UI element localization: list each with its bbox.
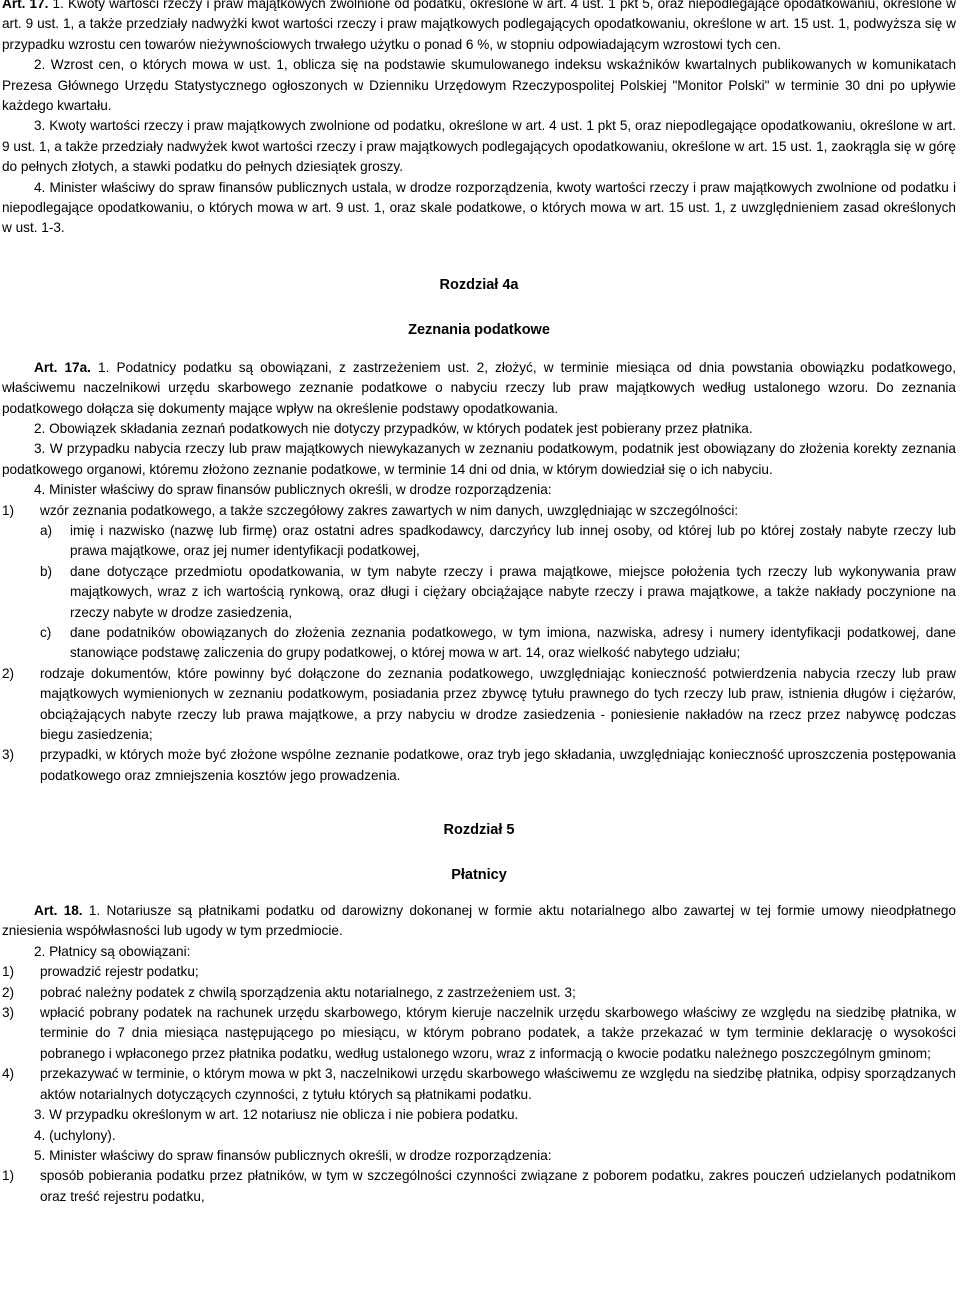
art18-item-3 [2, 1003, 956, 1064]
art18-paragraph-2: 2. Płatnicy są obowiązani: [34, 943, 191, 959]
art17-paragraph-2: 2. Wzrost cen, o których mowa w ust. 1, oblicza się na podstawie skumulowanego indeksu wskaźników kwartalnych publikowanych w komunikatach Prezesa Głównego Urzędu Statystycznego ogłoszonych w Dzienniku Urzędowym Rzeczypospolitej Polskiej "Monitor Polski" w terminie 30 dni po upływie każdego kwartału. [2, 57, 956, 114]
art18-paragraph-3: 3. W przypadku określonym w art. 12 notariusz nie oblicza i nie pobiera podatku. [34, 1107, 519, 1123]
art17-paragraph-3: 3. Kwoty wartości rzeczy i praw majątkowych zwolnione od podatku, określone w art. 4 ust. 1 pkt 5, oraz niepodlegające opodatkowaniu, określone w art. 9 ust. 1, a także przedziały nadwyżek kwot wartości rzeczy i praw majątkowych podlegających opodatkowaniu, określone w art. 15 ust. 1, zaokrągla się w górę do pełnych złotych, a stawki podatku do pełnych dziesiątek groszy. [2, 118, 956, 175]
art17a-item-1 [2, 501, 956, 521]
art17a-paragraph-4: 4. Minister właściwy do spraw finansów publicznych określi, w drodze rozporządzenia: [34, 482, 552, 498]
chapter-4a-title: Rozdział 4a [439, 276, 519, 293]
item-text: przekazywać w terminie, o którym mowa w pkt 3, naczelnikowi urzędu skarbowego właściwemu ze względu na siedzibę płatnika, odpisy sporządzanych aktów notarialnych dotyczących czynności, z tytułu których są płatnikami podatku. [40, 1066, 956, 1102]
item-number: 3) [2, 747, 15, 763]
chapter-5-title: Rozdział 5 [443, 822, 515, 839]
art17-paragraph-1 [2, 0, 956, 55]
art17-paragraph-4: 4. Minister właściwy do spraw finansów publicznych ustala, w drodze rozporządzenia, kwoty wartości rzeczy i praw majątkowych zwolnione od podatku i niepodlegające opodatkowaniu, o których mowa w art. 9 ust. 1, oraz skale podatkowe, o których mowa w art. 15 ust. 1, z uwzględnieniem zasad określonych w ust. 1-3. [2, 179, 956, 236]
art17-p1-text: 1. Kwoty wartości rzeczy i praw majątkowych zwolnione od podatku, określone w art. 4 ust. 1 pkt 5, oraz niepodlegające opodatkowaniu, określone w art. 9 ust. 1, a także przedziały nadwyżki kwot wartości rzeczy i praw majątkowych podlegających opodatkowaniu, określone w art. 15 ust. 1, podwyższa się w przypadku wzrostu cen towarów nieżywnościowych trwałego użytku o ponad 6 %, w stopniu odpowiadającym wzrostowi tych cen. [2, 0, 956, 52]
subitem-letter: a) [40, 522, 53, 538]
art18-paragraph-5: 5. Minister właściwy do spraw finansów publicznych określi, w drodze rozporządzenia: [34, 1147, 552, 1163]
art17a-paragraph-2: 2. Obowiązek składania zeznań podatkowych nie dotyczy przypadków, w których podatek jest pobierany przez płatnika. [34, 420, 753, 436]
art18-item-4 [2, 1064, 956, 1105]
chapter-4a-subtitle: Zeznania podatkowe [408, 322, 550, 339]
item-number: 2) [2, 984, 15, 1000]
item-number: 1) [2, 964, 15, 980]
art18-p5-item-1 [2, 1166, 956, 1207]
art17a-paragraph-3: 3. W przypadku nabycia rzeczy lub praw majątkowych niewykazanych w zeznaniu podatkowym, podatnik jest obowiązany do złożenia korekty zeznania podatkowego organowi, któremu złożono zeznanie podatkowe, w terminie 14 dni od dnia, w którym dowiedział się o ich nabyciu. [2, 441, 956, 477]
art18-item-2 [2, 983, 956, 1003]
art17a-item-3 [2, 745, 956, 786]
art17a-p1-text: 1. Podatnicy podatku są obowiązani, z zastrzeżeniem ust. 2, złożyć, w terminie miesiąca od dnia powstania obowiązku podatkowego, właściwemu naczelnikowi urzędu skarbowego zeznanie podatkowe o nabyciu rzeczy lub praw majątkowych według ustalonego wzoru. Do zeznania podatkowego dołącza się dokumenty mające wpływ na określenie podstawy opodatkowania. [2, 359, 957, 416]
item-number: 1) [2, 502, 15, 518]
item-number: 4) [2, 1066, 15, 1082]
chapter-5-subtitle: Płatnicy [451, 866, 507, 883]
art17a-item-2 [2, 664, 956, 746]
item-text: pobrać należny podatek z chwilą sporządzenia aktu notarialnego, z zastrzeżeniem ust. 3; [40, 984, 576, 1000]
item-text: wzór zeznania podatkowego, a także szczegółowy zakres zawartych w nim danych, uwzględniając w szczególności: [40, 502, 739, 518]
art18-p1-text: 1. Notariusze są płatnikami podatku od darowizny dokonanej w formie aktu notarialnego albo zawartej w tej formie umowy nieodpłatnego zniesienia współwłasności lub ugody w tym przedmiocie. [2, 903, 956, 939]
art17a-subitem-a [40, 521, 956, 562]
art17a-subitem-b [40, 562, 956, 623]
art18-item-1 [2, 962, 956, 982]
subitem-letter: c) [40, 624, 52, 640]
art18-paragraph-4: 4. (uchylony). [34, 1127, 116, 1143]
subitem-text: dane dotyczące przedmiotu opodatkowania, w tym nabyte rzeczy i prawa majątkowe, miejsce położenia tych rzeczy lub wykonywania praw majątkowych, wraz z ich wartością rynkową, oraz długi i ciężary obciążające nabyte rzeczy i prawa majątkowe, a także nakłady poczynione na rzeczy nabyte w drodze zasiedzenia, [70, 563, 956, 620]
item-text: prowadzić rejestr podatku; [40, 964, 199, 980]
item-text: rodzaje dokumentów, które powinny być dołączone do zeznania podatkowego, uwzględniając konieczność potwierdzenia nabycia rzeczy lub praw majątkowych wymienionych w zeznaniu podatkowym, posiadania przez zbywcę tytułu prawnego do tych rzeczy lub praw, istnienia długów i ciężarów, obciążających nabyte rzeczy lub prawa majątkowe, a przy nabyciu w drodze zasiedzenia - poniesienie nakładów na rzecz przez nabywcę podczas biegu zasiedzenia; [40, 665, 956, 742]
item-text: przypadki, w których może być złożone wspólne zeznanie podatkowe, oraz tryb jego składania, uwzględniając konieczność uproszczenia postępowania podatkowego oraz zmniejszenia kosztów jego prowadzenia. [40, 747, 956, 783]
item-text: wpłacić pobrany podatek na rachunek urzędu skarbowego, którym kieruje naczelnik urzędu skarbowego właściwy ze względu na siedzibę płatnika, w terminie do 7 dnia miesiąca następującego po miesiącu, w którym pobrano podatek, a także przekazać w tym terminie deklarację o wysokości pobranego i wpłaconego przez płatnika podatku, według ustalonego wzoru, wraz z informacją o kwocie podatku należnego poszczególnym gminom; [40, 1005, 956, 1061]
art18-paragraph-1 [2, 901, 956, 942]
art17a-subitem-c [40, 623, 956, 664]
art17-label: Art. 17. [2, 0, 49, 11]
art17a-paragraph-1 [2, 358, 956, 419]
item-number: 1) [2, 1168, 15, 1184]
art18-label: Art. 18. [34, 903, 83, 919]
subitem-text: imię i nazwisko (nazwę lub firmę) oraz ostatni adres spadkodawcy, darczyńcy lub innej osoby, od której lub po której zostały nabyte rzeczy lub prawa majątkowe, oraz jej numer identyfikacji podatkowej, [70, 522, 956, 559]
item-text: sposób pobierania podatku przez płatników, w tym w szczególności czynności związane z poborem podatku, zakres pouczeń udzielanych podatnikom oraz treść rejestru podatku, [40, 1168, 956, 1204]
item-number: 2) [2, 665, 15, 681]
art17a-label: Art. 17a. [34, 359, 91, 375]
subitem-letter: b) [40, 563, 53, 579]
item-number: 3) [2, 1005, 15, 1021]
subitem-text: dane podatników obowiązanych do złożenia zeznania podatkowego, w tym imiona, nazwiska, adresy i numery identyfikacji podatkowej, dane stanowiące podstawę zaliczenia do grupy podatkowej, o której mowa w art. 14, oraz wielkość nabytego udziału; [70, 624, 956, 661]
